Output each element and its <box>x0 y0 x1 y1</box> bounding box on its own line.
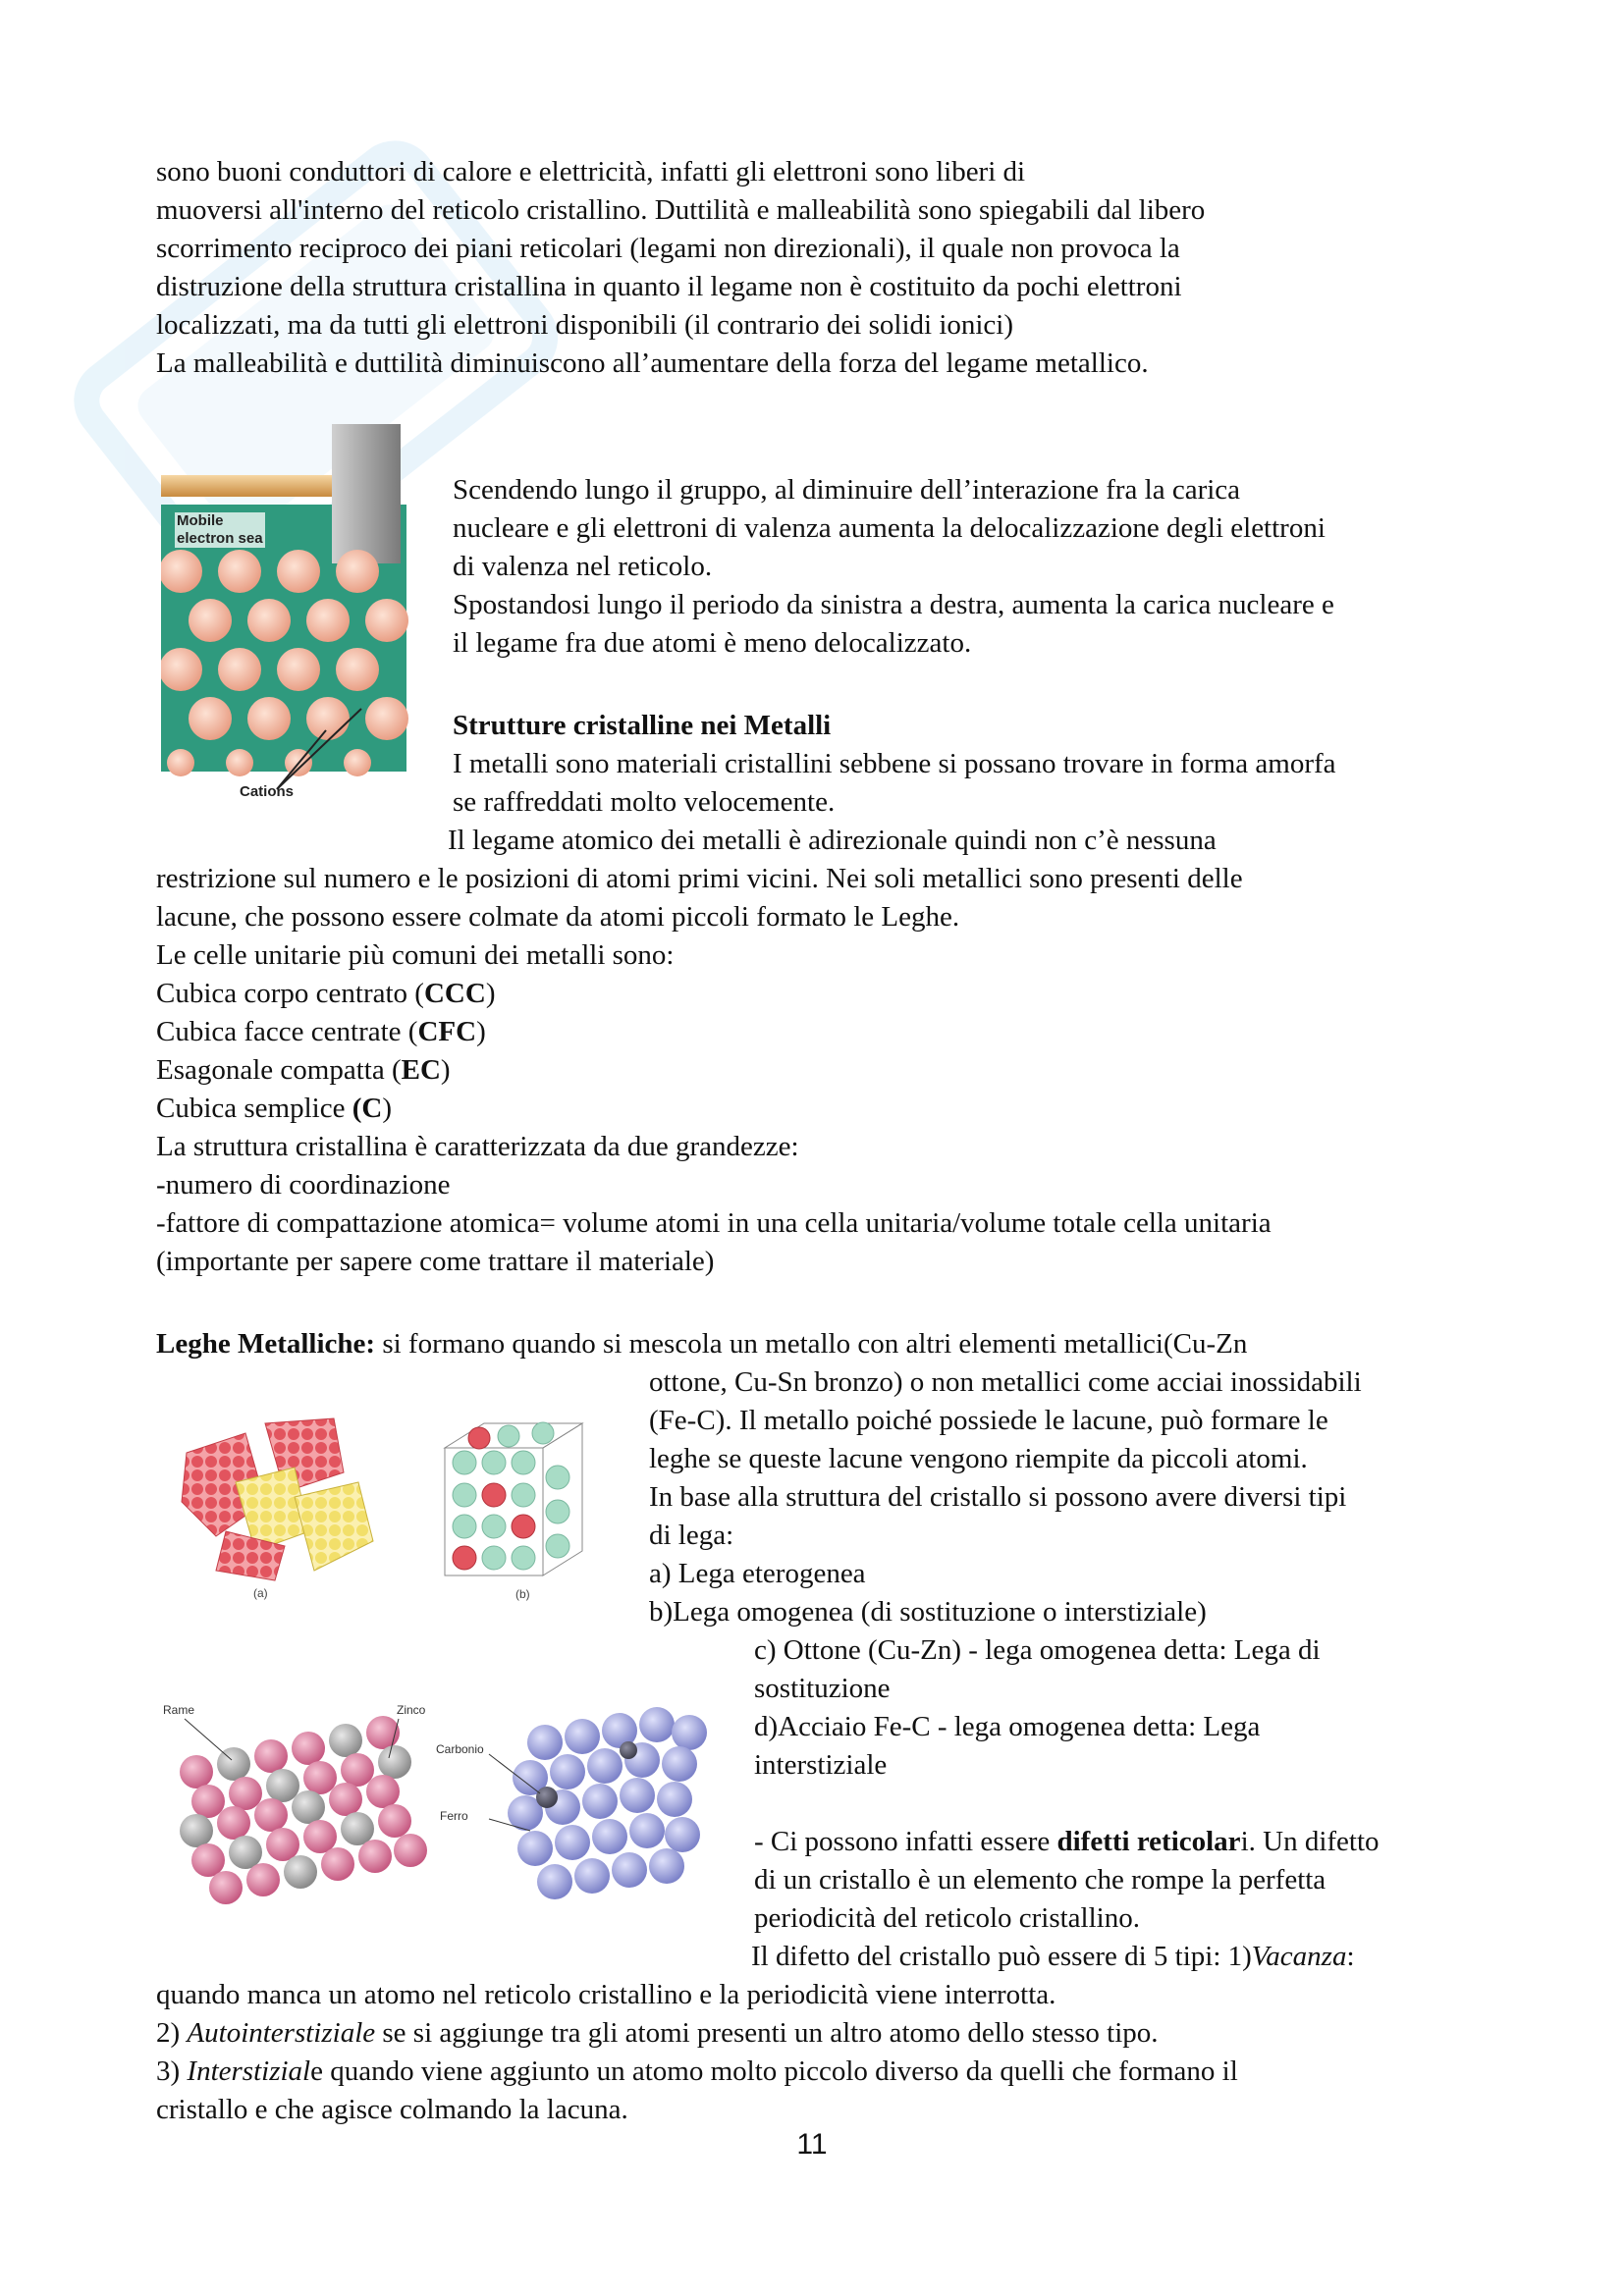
brass-lattice-figure <box>157 1703 452 1909</box>
defects-line-4: Il difetto del cristallo può essere di 5 tipi: 1)Vacanza: <box>751 1941 1355 1972</box>
fig-b-caption: (b) <box>515 1587 530 1601</box>
structures-line-1: I metalli sono materiali cristallini sebbene si possano trovare in forma amorfa <box>453 748 1336 779</box>
cell-type-ccc: Cubica corpo centrato (CCC) <box>156 978 496 1009</box>
intro-line-3: scorrimento reciproco dei piani reticolari (legami non direzionali), il quale non provoca la <box>156 233 1180 264</box>
alloys-line-5: In base alla struttura del cristallo si possono avere diversi tipi <box>649 1481 1347 1513</box>
alloys-line-3: (Fe-C). Il metallo poiché possiede le lacune, può formare le <box>649 1405 1328 1436</box>
alloys-line-10: sostituzione <box>754 1673 891 1704</box>
group-line-2: nucleare e gli elettroni di valenza aumenta la delocalizzazione degli elettroni <box>453 512 1326 544</box>
steel-lattice-figure <box>432 1703 727 1909</box>
alloys-line-4: leghe se queste lacune vengono riempite da piccoli atomi. <box>649 1443 1308 1474</box>
intro-line-2: muoversi all'interno del reticolo cristallino. Duttilità e malleabilità sono spiegabili dal libero <box>156 194 1206 226</box>
homogeneous-alloy-figure <box>435 1418 592 1605</box>
group-line-4: Spostandosi lungo il periodo da sinistra a destra, aumenta la carica nucleare e <box>453 589 1334 620</box>
ferro-label: Ferro <box>440 1809 468 1823</box>
alloys-line-6: di lega: <box>649 1520 734 1551</box>
intro-line-4: distruzione della struttura cristallina in quanto il legame non è costituito da pochi elettroni <box>156 271 1182 302</box>
defects-line-7: 3) Interstiziale quando viene aggiunto un atomo molto piccolo diverso da quelli che formano il <box>156 2056 1238 2087</box>
alloys-line-1: Leghe Metalliche: si formano quando si mescola un metallo con altri elementi metallici(Cu-Zn <box>156 1328 1248 1360</box>
cations-label: Cations <box>240 783 295 800</box>
structures-line-3: Il legame atomico dei metalli è adirezionale quindi non c’è nessuna <box>448 825 1217 856</box>
structures-line-10: (importante per sapere come trattare il materiale) <box>156 1246 715 1277</box>
page-number: 11 <box>796 2128 828 2161</box>
defects-line-3: periodicità del reticolo cristallino. <box>754 1902 1140 1934</box>
structures-line-5: lacune, che possono essere colmate da atomi piccoli formato le Leghe. <box>156 901 960 933</box>
alloys-line-11: d)Acciaio Fe-C - lega omogenea detta: Lega <box>754 1711 1261 1742</box>
intro-line-6: La malleabilità e duttilità diminuiscono all’aumentare della forza del legame metallico. <box>156 347 1149 379</box>
structures-line-2: se raffreddati molto velocemente. <box>453 786 836 818</box>
alloys-heading: Leghe Metalliche: <box>156 1328 376 1360</box>
structures-line-6: Le celle unitarie più comuni dei metalli sono: <box>156 939 675 971</box>
defects-line-5: quando manca un atomo nel reticolo cristallino e la periodicità viene interrotta. <box>156 1979 1056 2010</box>
alloys-line-8: b)Lega omogenea (di sostituzione o interstiziale) <box>649 1596 1207 1628</box>
group-line-3: di valenza nel reticolo. <box>453 551 713 582</box>
structures-line-9: -fattore di compattazione atomica= volume atomi in una cella unitaria/volume totale cella unitaria <box>156 1207 1272 1239</box>
mobile-label: Mobile <box>177 512 224 529</box>
cell-type-ec: Esagonale compatta (EC) <box>156 1054 451 1086</box>
heterogeneous-alloy-figure <box>177 1414 383 1605</box>
structures-line-8: -numero di coordinazione <box>156 1169 451 1201</box>
defects-line-6: 2) Autointerstiziale se si aggiunge tra gli atomi presenti un altro atomo dello stesso tipo. <box>156 2017 1159 2049</box>
intro-line-5: localizzati, ma da tutti gli elettroni disponibili (il contrario dei solidi ionici) <box>156 309 1014 341</box>
structures-line-4: restrizione sul numero e le posizioni di atomi primi vicini. Nei soli metallici sono presenti delle <box>156 863 1243 894</box>
alloys-line-7: a) Lega eterogenea <box>649 1558 866 1589</box>
defects-line-1: - Ci possono infatti essere difetti reticolari. Un difetto <box>754 1826 1380 1857</box>
cell-type-c: Cubica semplice (C) <box>156 1093 392 1124</box>
zinco-label: Zinco <box>397 1703 426 1717</box>
group-line-5: il legame fra due atomi è meno delocalizzato. <box>453 627 972 659</box>
cell-type-cfc: Cubica facce centrate (CFC) <box>156 1016 486 1047</box>
rame-label: Rame <box>163 1703 195 1717</box>
intro-line-1: sono buoni conduttori di calore e elettricità, infatti gli elettroni sono liberi di <box>156 156 1026 187</box>
alloys-line-2: ottone, Cu-Sn bronzo) o non metallici come acciai inossidabili <box>649 1366 1362 1398</box>
fig-a-caption: (a) <box>253 1586 268 1600</box>
structures-line-7: La struttura cristallina è caratterizzata da due grandezze: <box>156 1131 799 1162</box>
alloys-line-12: interstiziale <box>754 1749 888 1781</box>
group-line-1: Scendendo lungo il gruppo, al diminuire dell’interazione fra la carica <box>453 474 1241 506</box>
electron-sea-figure <box>161 424 416 807</box>
electron-sea-label: electron sea <box>177 530 263 547</box>
defects-line-2: di un cristallo è un elemento che rompe la perfetta <box>754 1864 1326 1896</box>
carbonio-label: Carbonio <box>436 1742 484 1756</box>
structures-heading: Strutture cristalline nei Metalli <box>453 710 832 741</box>
defects-line-8: cristallo e che agisce colmando la lacuna. <box>156 2094 628 2125</box>
alloys-line-9: c) Ottone (Cu-Zn) - lega omogenea detta: Lega di <box>754 1634 1321 1666</box>
